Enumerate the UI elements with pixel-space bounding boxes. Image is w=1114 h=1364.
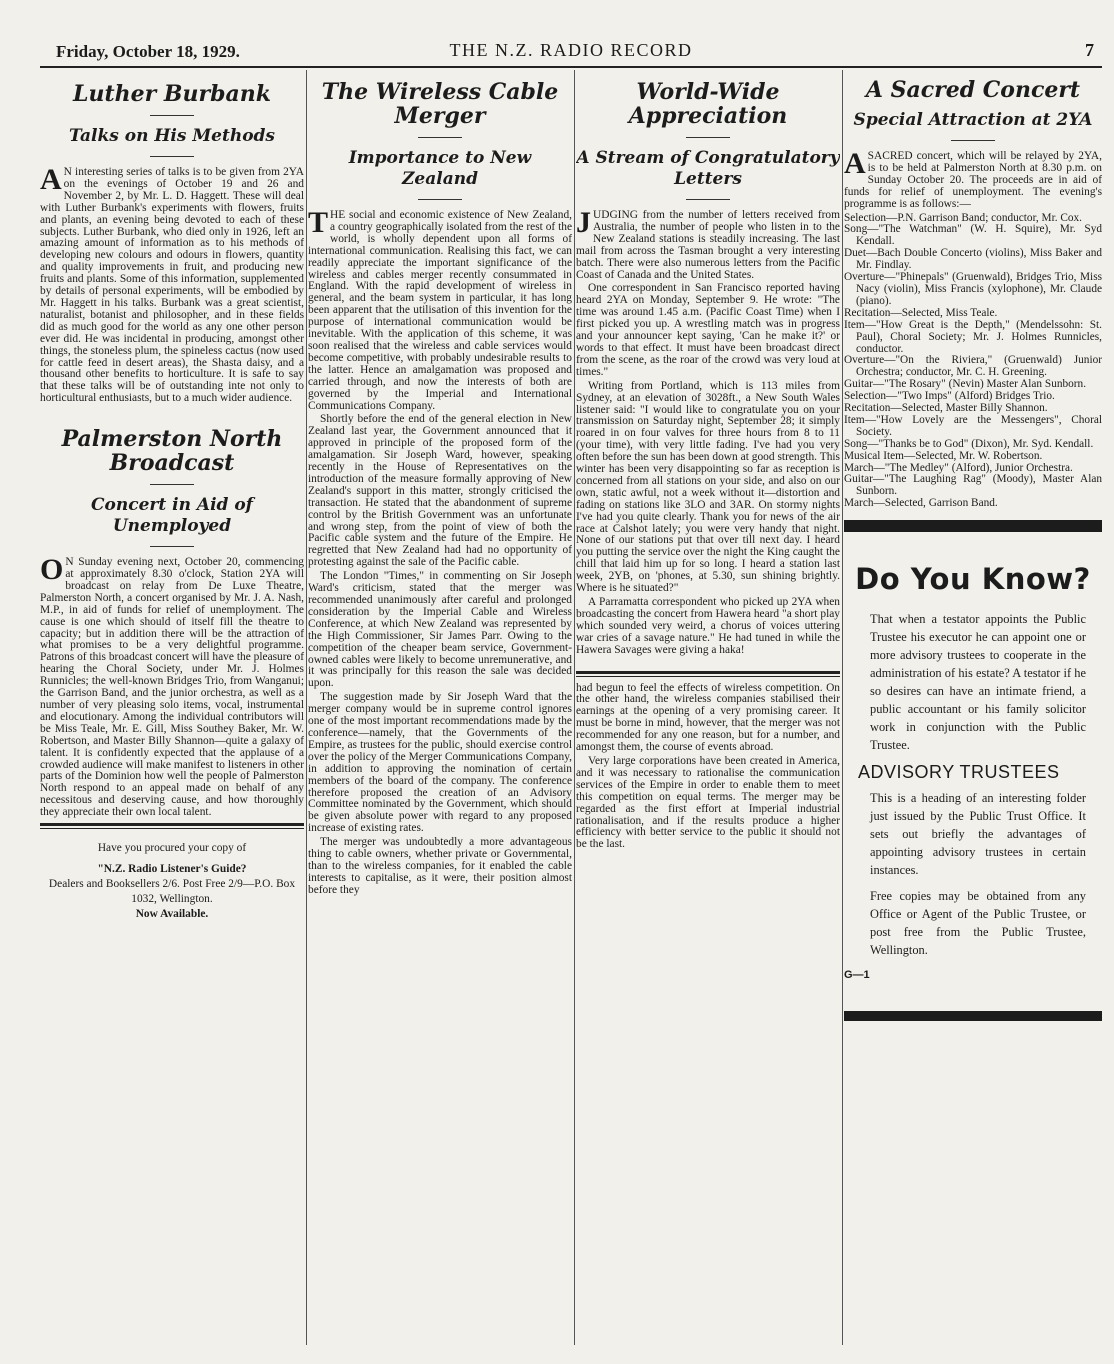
programme-item: Item—"How Lovely are the Messengers", Choral Society.: [844, 413, 1102, 438]
decorative-bar: [844, 1011, 1102, 1021]
programme-item: Selection—P.N. Garrison Band; conductor, Mr. Cox.: [844, 211, 1083, 224]
programme-item: Song—"Thanks be to God" (Dixon), Mr. Syd. Kendall.: [844, 437, 1094, 450]
issue-date: Friday, October 18, 1929.: [56, 42, 240, 61]
divider: [150, 156, 194, 157]
divider: [686, 137, 730, 138]
programme-item: March—"The Medley" (Alford), Junior Orchestra.: [844, 461, 1073, 474]
decorative-bar: [844, 520, 1102, 532]
programme-item: Duet—Bach Double Concerto (violins), Miss Baker and Mr. Findlay.: [844, 247, 1102, 272]
article-subtitle-appreciation: A Stream of Congratulatory Letters: [576, 148, 840, 189]
column-divider: [306, 70, 307, 1345]
programme-item: Recitation—Selected, Master Billy Shannon.: [844, 402, 1048, 415]
divider: [418, 199, 462, 200]
page-header: [40, 40, 1102, 64]
divider: [418, 137, 462, 138]
article-paragraph: THE social and economic existence of New Zealand, a country geographically isolated from the rest of the world, is wholly dependent upon all forms of international communication. Realising this fact, we can readily appreciate the important significance of the wireless and cables merger recently consummated in England. With the rapid development of wireless in general, and the beam system in particular, it has long been apparent that the utilisation of this invention for the purpose of international communication would be inevitable. With the application of this scheme, it was soon realised that the wireless and cable services would become competitive, with probably undesirable results to the latter. Hence an amalgamation was proposed and carried through, and now the interests of both are governed by the Imperial and International Communications Company.: [308, 206, 572, 412]
article-title-merger: The Wireless Cable Merger: [321, 79, 559, 129]
divider: [150, 115, 194, 116]
advert-line: Now Available.: [135, 908, 209, 921]
divider: [150, 546, 194, 547]
column-2: [308, 72, 572, 1342]
advert-line: Dealers and Booksellers 2/6. Post Free 2/9—P.O. Box 1032, Wellington.: [48, 878, 296, 906]
programme-item: March—Selected, Garrison Band.: [844, 497, 998, 510]
article-title-burbank: Luther Burbank: [73, 81, 271, 107]
programme-item: Recitation—Selected, Miss Teale.: [844, 306, 998, 319]
article-subtitle-burbank: Talks on His Methods: [68, 126, 276, 146]
page-number: 7: [1085, 40, 1094, 60]
programme-item: Item—"How Great is the Depth," (Mendelssohn: St. Paul), Choral Society; Mr. J. Holmes Runnicles, conductor.: [844, 318, 1102, 355]
article-title-appreciation: World-Wide Appreciation: [628, 79, 788, 129]
article-paragraph: The London "Times," in commenting on Sir Joseph Ward's criticism, stated that the merger was recommended unanimously after careful and prolonged consideration by the Imperial Cable and Wireless Conference, at which New Zealand was represented by the High Commissioner, Sir James Parr. Owing to the competition of the cheaper beam service, Government-owned cables were likely to become unremunerative, and it was principally for this reason the sale was decided upon.: [308, 570, 572, 690]
divider: [686, 199, 730, 200]
article-paragraph: ON Sunday evening next, October 20, commencing at approximately 8.30 o'clock, Station 2YA will broadcast on relay from De Luxe Theatre, Palmerston North, a concert organised by Mr. J. A. Nash, M.P., in aid of funds for relief of unemployment. The cause is one which should of itself fill the theatre to capacity; but in addition there will be the attraction of what promises to be a very delightful programme. Patrons of this broadcast concert will have the pleasure of hearing the Choral Society, under Mr. J. Holmes Runnicles; the well-known Bridges Trio, from Wanganui; the Garrison Band, and the junior orchestra, as well as a number of very pleasing solo items, vocal, instrumental and elocutionary. Among the individual contributors will be Miss Teale, Mr. E. Gill, Miss Southey Baker, Mr. W. Robertson, and Master Billy Shannon—quite a galaxy of talent. It is confidently expected that the applause of a crowded audience will make manifest to listeners in other parts of the Dominion how well the people of Palmerston North respond to an appeal made on behalf of any necessitous and deserving cause, and how thoroughly they appreciate their own local talent.: [40, 553, 304, 819]
advisory-text: This is a heading of an interesting folder just issued by the Public Trust Office. It sets out briefly the advantages of appointing advisory trustees in certain instances.: [870, 791, 1086, 878]
advert-line: Have you procured your copy of: [97, 842, 247, 855]
advisory-text: Free copies may be obtained from any Office or Agent of the Public Trustee, or post free from the Public Trustee, Wellington.: [870, 889, 1086, 958]
article-paragraph: Shortly before the end of the general election in New Zealand last year, the Government announced that it approved in principle of the proposed form of the amalgamation. Sir Joseph Ward, however, speaking recently in the House of Representatives on the introduction of the measure formally approving of New Zealand's support in this matter, strongly criticised the transaction. He stated that the abandonment of supreme control by the British Government was an unfortunate and wrong step, from the point of view of both the Pacific cable system and the future of the Empire. He regretted that New Zealand had had no opportunity of protesting against the sale of the Pacific cable.: [308, 413, 572, 569]
advert-code: G—1: [844, 969, 870, 982]
article-paragraph: The suggestion made by Sir Joseph Ward that the merger company would be in supreme control ignores one of the most important recommendations made by the conference—namely, that the Governments of the Empire, as trustees for the public, should exercise control over the policy of the Merger Communications Company, in addition to approving the nomination of certain members of the board of the company. The conference therefore proposed the creation of an Advisory Committee nominated by the Government, which should be given absolute power with regard to any proposed increase of existing rates.: [308, 691, 572, 835]
divider: [150, 484, 194, 485]
programme-item: Song—"The Watchman" (W. H. Squire), Mr. Syd Kendall.: [844, 223, 1102, 248]
advisory-trustees-heading: ADVISORY TRUSTEES: [858, 762, 1060, 783]
do-you-know-heading: Do You Know?: [855, 562, 1091, 597]
article-title-sacred-concert: A Sacred Concert: [865, 77, 1081, 103]
column-3: [576, 72, 840, 1347]
article-paragraph: One correspondent in San Francisco reported having heard 2YA on Monday, September 9. He wrote: "The time was around 1.45 a.m. (Pacific Coast Time) when I first picked you up. A wrestling match was in progress and your announcer kept saying, 'Can he make it?' or words to that effect. It must have been broadcast direct from the scene, as the roar of the crowd was very loud at times.": [576, 282, 840, 378]
column-4: [844, 72, 1102, 1347]
programme-item: Guitar—"The Rosary" (Nevin) Master Alan Sunborn.: [844, 378, 1087, 391]
article-paragraph: A Parramatta correspondent who picked up 2YA when broadcasting the concert from Hawera heard "a short play which sounded very weird, a chorus of voices uttering war cries of a savage nature." He had tuned in while the Hawera Savages were giving a haka!: [576, 596, 840, 656]
do-you-know-text: That when a testator appoints the Public Trustee his executor he can appoint one or more advisory trustees to cooperate in the administration of his estate? A testator if he so desires can have an intimate friend, a public accountant or his family solicitor work in conjunction with the Public Trustee.: [870, 612, 1086, 753]
article-subtitle-palmerston: Concert in Aid of Unemployed: [91, 495, 253, 537]
programme-list: [844, 213, 1102, 511]
article-subtitle-sacred-concert: Special Attraction at 2YA: [853, 110, 1093, 130]
programme-item: Selection—"Two Imps" (Alford) Bridges Trio.: [844, 390, 1055, 403]
divider: [951, 140, 995, 141]
header-rule: [40, 66, 1102, 68]
divider: [40, 823, 304, 826]
advert-title: "N.Z. Radio Listener's Guide?: [97, 863, 247, 876]
column-1: [40, 72, 304, 1347]
programme-item: Guitar—"The Laughing Rag" (Moody), Master Alan Sunborn.: [844, 473, 1102, 498]
continued-paragraph: had begun to feel the effects of wireless competition. On the other hand, the wireless companies stabilised their earnings at the opening of a very promising career. It must be borne in mind, however, that the merger was not recommended for any one reason, but for a number, and amongst them, the course of events abroad.: [576, 681, 840, 754]
continued-paragraph: Very large corporations have been created in America, and it was necessary to rationalise the communication services of the Empire in order to enable them to meet this competition on equal terms. The merger may be regarded as the first effort at Imperial industrial rationalisation, and if the results produce a higher efficiency with better service to the public it should not be the last.: [576, 754, 840, 851]
column-divider: [842, 70, 843, 1345]
divider: [576, 671, 840, 674]
column-divider: [574, 70, 575, 1345]
article-paragraph: Writing from Portland, which is 113 miles from Sydney, at an elevation of 3028ft., a New South Wales listener said: "I would like to congratulate you on your transmission on Saturday night, September 28; it simply roared in on four valves for three hours from 8 to 11 (your time), with very little fading. I've had you very often before the sun has been down at good strength. This winter has been very disappointing so far as reception is concerned from all stations on your side, and also on our own, static awful, not a week without it—distortion and fading on stations like 3LO and 3AR. On stormy nights I've had you quite clearly. Thank you for news of the air race at Calshot lately; you were very handy that night. None of our stations put that over till next day. I heard you putting the service over the night the King caught the chill that laid him up for so long. I heard a station last week, 2YB, on 'phones, at 5.30, sun shining brightly. Where is he situated?": [576, 379, 840, 595]
article-paragraph: The merger was undoubtedly a more advantageous thing to cable owners, whether private or Governmental, than to the wireless companies, for it enabled the cable interests to capitalise, as it were, their position almost before they: [308, 836, 572, 896]
article-paragraph: ASACRED concert, which will be relayed by 2YA, is to be held at Palmerston North at 8.30 p.m. on Sunday October 20. The proceeds are in aid of funds for relief of unemployment. The evening's programme is as follows:—: [844, 147, 1102, 210]
divider: [40, 828, 304, 829]
article-subtitle-merger: Importance to New Zealand: [348, 148, 532, 189]
article-paragraph: JUDGING from the number of letters received from Australia, the number of people who listen in to the New Zealand stations is steadily increasing. The last mail from across the Tasman brought a very interesting batch. There were also numerous letters from the Pacific Coast of Canada and the United States.: [576, 206, 840, 281]
programme-item: Overture—"On the Riviera," (Gruenwald) Junior Orchestra; conductor, Mr. C. H. Greening.: [844, 354, 1102, 379]
programme-item: Musical Item—Selected, Mr. W. Robertson.: [844, 449, 1043, 462]
divider: [576, 676, 840, 677]
article-paragraph: AN interesting series of talks is to be given from 2YA on the evenings of October 19 and 26 and November 2, by Mr. L. D. Haggett. These will deal with Luther Burbank's experiments with flowers, fruits and plants, an evening being devoted to each of these subjects. Luther Burbank, who died only in 1926, left an amazing amount of information as to his methods of developing new colours and odours in flowers, quantity and quality improvements in fruit, and producing new fruits and plants. Some of this information, supplemented by details of personal experiments, will be embodied by Mr. Haggett in his talks. Burbank was a great scientist, naturalist, botanist and philosopher, and in these fields did as much good for the world as any one other person ever did. He was incidental in producing, amongst other things, the stoneless plum, the spineless cactus (now used for cattle feed in desert areas), the Shasta daisy, and a thousand other benefits to horticulture. It is safe to say that these talks will be of outstanding inte not only to horticultural enthusiasts, but to a much wider audience.: [40, 163, 304, 405]
programme-item: Overture—"Phinepals" (Gruenwald), Bridges Trio, Miss Nacy (violin), Miss Francis (xylophone), Mr. Claude (piano).: [844, 271, 1102, 307]
article-title-palmerston: Palmerston North Broadcast: [61, 426, 283, 477]
masthead: THE N.Z. RADIO RECORD: [449, 40, 693, 60]
